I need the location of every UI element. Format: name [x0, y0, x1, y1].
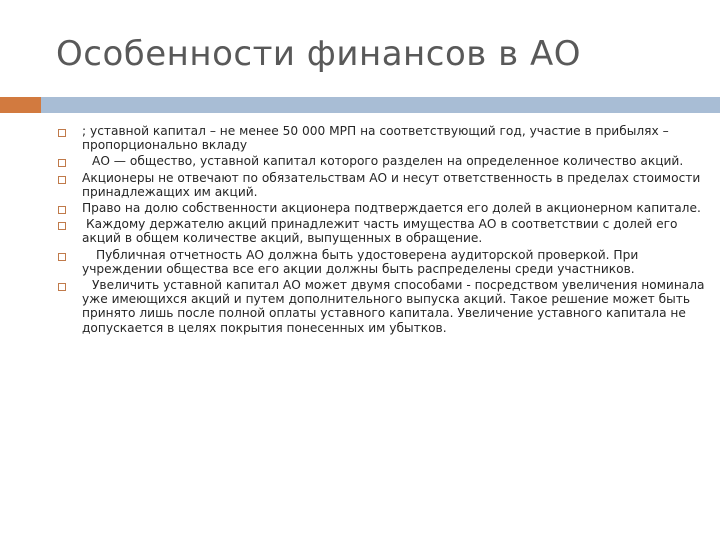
bullet-text: Каждому держателю акций принадлежит часть имущества АО в соответствии с долей его акций в общем количестве акций, выпущенных в обращение. [82, 217, 678, 246]
bullet-text: Акционеры не отвечают по обязательствам АО и несут ответственность в пределах стоимости принадлежащих им акций. [82, 170, 701, 199]
list-item [56, 217, 706, 245]
accent-bar-orange [0, 97, 41, 113]
list-item [56, 278, 706, 335]
bullet-text: Увеличить уставной капитал АО может двумя способами - посредством увеличения номинала уже имеющихся акций и путем дополнительного выпуска акций. Такое решение может быть принято лишь после полной оплаты уставного капитала. Увеличение уставного капитала не допускается в целях покрытия понесенных им убытков. [82, 278, 705, 335]
list-item [56, 201, 706, 215]
square-bullet-icon [58, 129, 66, 137]
list-item [56, 248, 706, 276]
page-title: Особенности финансов в АО [56, 34, 581, 74]
accent-bar-blue [41, 97, 720, 113]
bullet-text: Публичная отчетность АО должна быть удостоверена аудиторской проверкой. При учреждении общества все его акции должны быть распределены среди участников. [82, 247, 639, 276]
list-item [56, 171, 706, 199]
bullet-text: АО — общество, уставной капитал которого разделен на определенное количество акций. [92, 154, 684, 169]
list-item [56, 124, 706, 152]
bullet-text: Право на долю собственности акционера подтверждается его долей в акционерном капитале. [82, 201, 701, 216]
square-bullet-icon [58, 176, 66, 184]
square-bullet-icon [58, 206, 66, 214]
square-bullet-icon [58, 222, 66, 230]
square-bullet-icon [58, 283, 66, 291]
square-bullet-icon [58, 253, 66, 261]
bullet-list [56, 124, 706, 335]
square-bullet-icon [58, 159, 66, 167]
bullet-text: ; уставной капитал – не менее 50 000 МРП на соответствующий год, участие в прибылях – пропорционально вкладу [82, 124, 669, 153]
list-item [56, 154, 706, 168]
